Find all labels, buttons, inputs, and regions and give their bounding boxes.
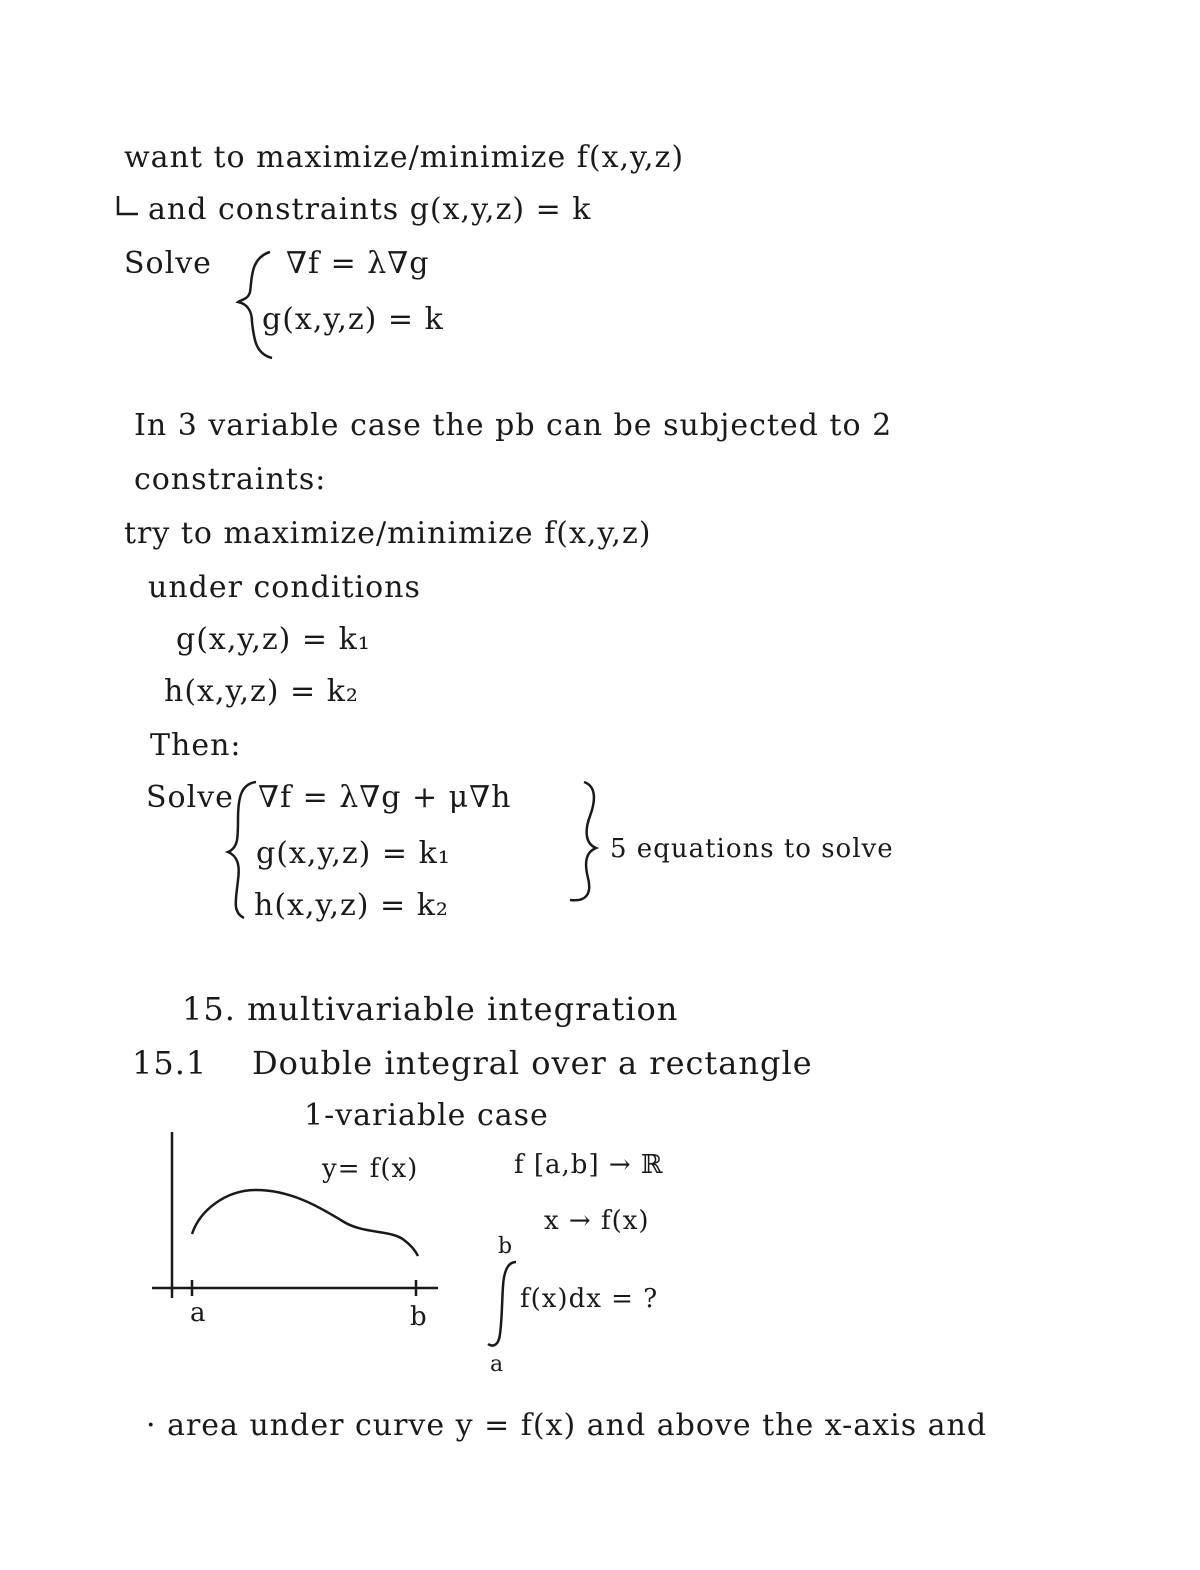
then-label: Then: [150, 728, 242, 763]
line-constraint: and constraints g(x,y,z) = k [148, 192, 592, 227]
axis-label-a: a [190, 1298, 207, 1328]
case-label: 1-variable case [304, 1098, 549, 1133]
bullet-area-under-curve: · area under curve y = f(x) and above the x-axis and [146, 1408, 988, 1443]
line-constraints-label: constraints: [134, 462, 327, 497]
subsection-number: 15.1 [132, 1044, 208, 1082]
solve-label-1: Solve [124, 246, 212, 281]
equation-gradient-1: ∇f = λ∇g [286, 246, 430, 281]
curve-label: y= f(x) [322, 1154, 419, 1184]
integral-expression: f(x)dx = ? [520, 1284, 659, 1314]
line-three-variable: In 3 variable case the pb can be subjected to 2 [134, 408, 893, 443]
integral-lower-limit: a [490, 1352, 505, 1377]
equation-gradient-2: ∇f = λ∇g + μ∇h [258, 780, 512, 815]
integral-upper-limit: b [498, 1234, 514, 1259]
equation-g-2: g(x,y,z) = k₁ [256, 836, 451, 871]
condition-h: h(x,y,z) = k₂ [164, 674, 359, 709]
axis-label-b: b [410, 1302, 428, 1332]
solve-label-2: Solve [146, 780, 234, 815]
equations-note: 5 equations to solve [610, 834, 894, 864]
line-objective: want to maximize/minimize f(x,y,z) [124, 140, 685, 175]
equation-constraint-1: g(x,y,z) = k [262, 302, 444, 337]
condition-g: g(x,y,z) = k₁ [176, 622, 371, 657]
line-try-maximize: try to maximize/minimize f(x,y,z) [124, 516, 652, 551]
chapter-heading: 15. multivariable integration [182, 990, 679, 1028]
line-under-conditions: under conditions [148, 570, 421, 605]
subsection-title: Double integral over a rectangle [252, 1044, 813, 1082]
mapping-rule: x → f(x) [544, 1206, 650, 1236]
mapping-domain: f [a,b] → ℝ [514, 1150, 664, 1180]
equation-h-2: h(x,y,z) = k₂ [254, 888, 449, 923]
